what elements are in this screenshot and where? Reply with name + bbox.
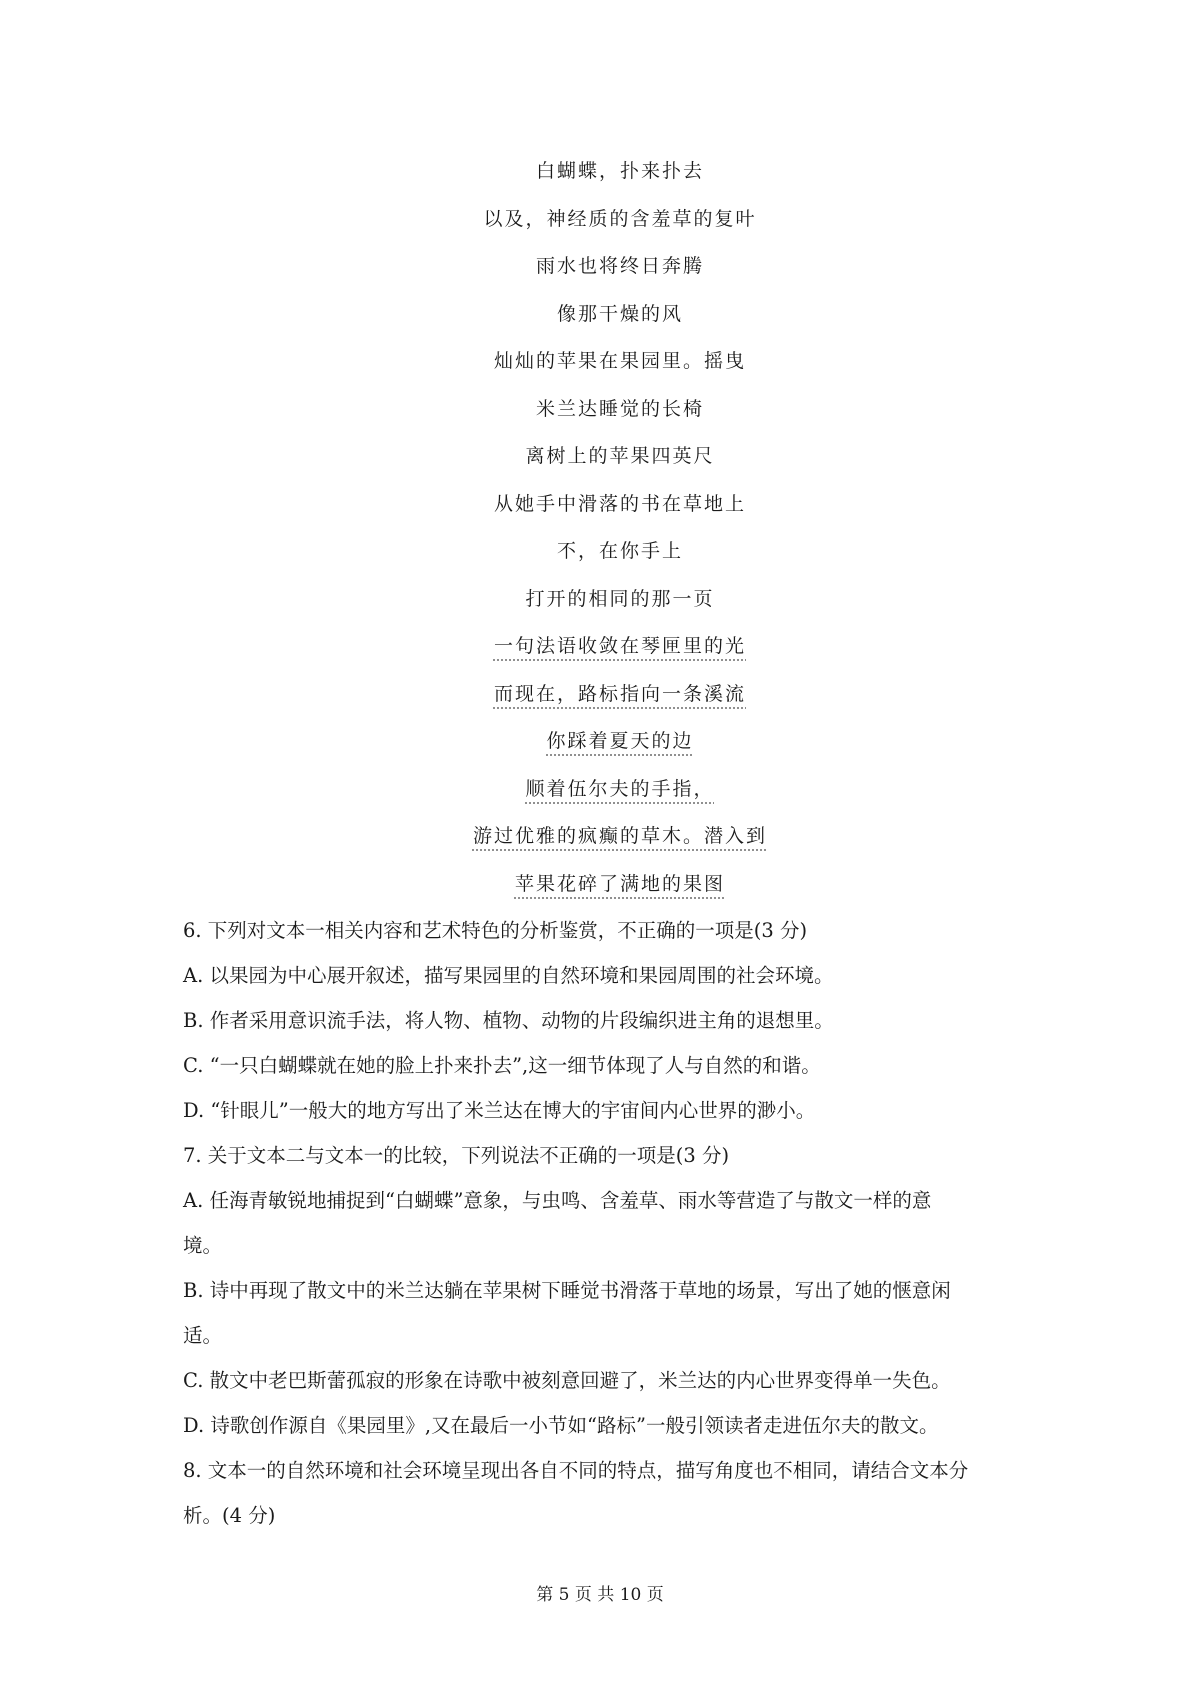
poem-line-text: 米兰达睡觉的长椅 — [535, 397, 704, 420]
poem-line-text: 游过优雅的疯癫的草木。潜入到 — [472, 825, 767, 847]
poem-line — [0, 481, 1200, 529]
poem-line-text: 白蝴蝶，扑来扑去 — [535, 160, 704, 182]
question-line: A. 任海青敏锐地捕捉到“白蝴蝶”意象，与虫鸣、含羞草、雨水等营造了与散文一样的意 — [183, 1189, 932, 1212]
question-line: A. 以果园为中心展开叙述，描写果园里的自然环境和果园周围的社会环境。 — [183, 964, 834, 987]
poem-block — [0, 148, 1200, 908]
poem-line — [0, 338, 1200, 386]
poem-line-text: 打开的相同的那一页 — [525, 587, 715, 610]
poem-line-text: 从她手中滑落的书在草地上 — [493, 492, 746, 515]
question-line: B. 作者采用意识流手法，将人物、植物、动物的片段编织进主角的退想里。 — [183, 1009, 834, 1032]
question-line-continuation: 析。(4 分) — [183, 1504, 276, 1527]
poem-line — [0, 623, 1200, 671]
question-line: B. 诗中再现了散文中的米兰达躺在苹果树下睡觉书滑落于草地的场景，写出了她的惬意闲 — [183, 1279, 951, 1302]
question-line: 8. 文本一的自然环境和社会环境呈现出各自不同的特点，描写角度也不相同，请结合文本分 — [183, 1459, 969, 1482]
poem-line-text: 顺着伍尔夫的手指， — [525, 777, 715, 800]
poem-line — [0, 148, 1200, 196]
poem-line — [0, 433, 1200, 481]
question-line-continuation: 境。 — [183, 1234, 223, 1257]
poem-line-text: 苹果花碎了满地的果图 — [514, 872, 725, 895]
poem-line — [0, 861, 1200, 909]
poem-line — [0, 766, 1200, 814]
poem-line-text: 以及，神经质的含羞草的复叶 — [483, 207, 757, 230]
poem-line — [0, 718, 1200, 766]
poem-line — [0, 813, 1200, 861]
poem-line-text: 你踩着夏天的边 — [546, 730, 694, 752]
question-line: 7. 关于文本二与文本一的比较，下列说法不正确的一项是(3 分) — [183, 1144, 730, 1167]
poem-line — [0, 576, 1200, 624]
poem-line — [0, 243, 1200, 291]
question-line: 6. 下列对文本一相关内容和艺术特色的分析鉴赏，不正确的一项是(3 分) — [183, 919, 808, 942]
poem-line — [0, 386, 1200, 434]
poem-line — [0, 196, 1200, 244]
page-footer: 第 5 页 共 10 页 — [536, 1585, 664, 1605]
question-line: D. 诗歌创作源自《果园里》,又在最后一小节如“路标”一般引领读者走进伍尔夫的散文。 — [183, 1414, 939, 1437]
poem-line-text: 灿灿的苹果在果园里。摇曳 — [493, 350, 746, 372]
poem-line-text: 而现在，路标指向一条溪流 — [493, 682, 746, 705]
questions-block — [183, 908, 1043, 1538]
poem-line-text: 像那干燥的风 — [556, 302, 683, 325]
question-line: C. “一只白蝴蝶就在她的脸上扑来扑去”,这一细节体现了人与自然的和谐。 — [183, 1054, 821, 1077]
poem-line — [0, 671, 1200, 719]
question-line: D. “针眼儿”一般大的地方写出了米兰达在博大的宇宙间内心世界的渺小。 — [183, 1099, 816, 1122]
poem-line-text: 离树上的苹果四英尺 — [525, 445, 715, 467]
poem-line-text: 雨水也将终日奔腾 — [535, 255, 704, 277]
poem-line — [0, 291, 1200, 339]
poem-line — [0, 528, 1200, 576]
question-line: C. 散文中老巴斯蕾孤寂的形象在诗歌中被刻意回避了，米兰达的内心世界变得单一失色。 — [183, 1369, 951, 1392]
poem-line-text: 不，在你手上 — [556, 540, 683, 562]
question-line-continuation: 适。 — [183, 1324, 223, 1347]
poem-line-text: 一句法语收敛在琴匣里的光 — [493, 635, 746, 657]
